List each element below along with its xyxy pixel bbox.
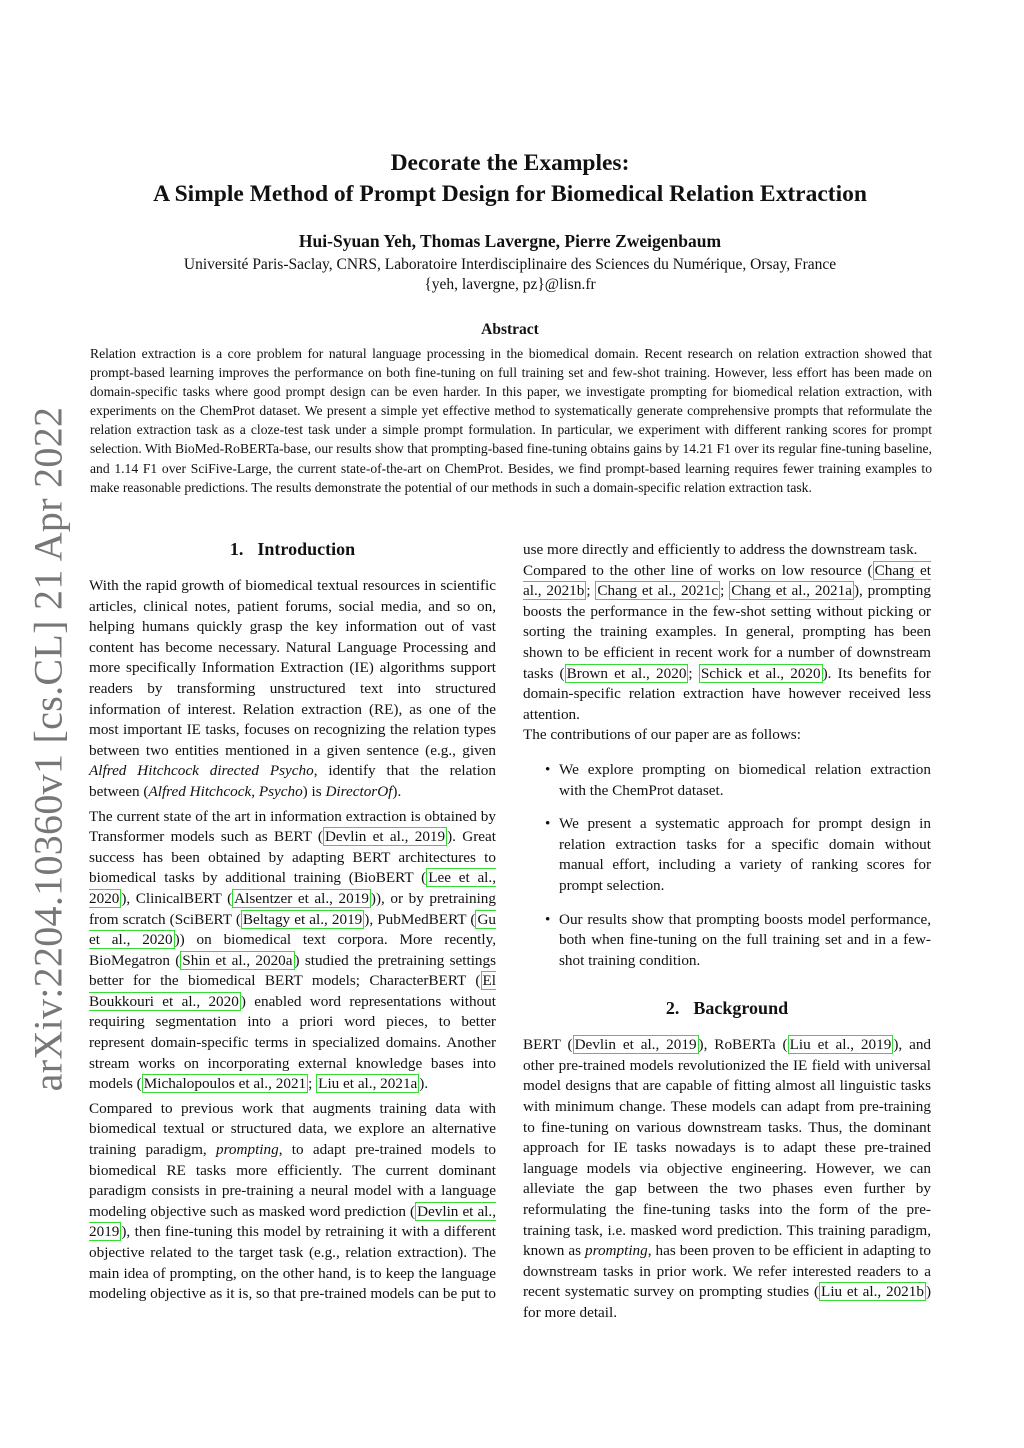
intro-paragraph-4: Compared to the other line of works on low resource ( Chang et al., 2021b ; Chang et al., 2021c ; Chang et al., 2021a ), prompting boosts the performance in the few-shot setting without picking or sorting the training examples. In general, prompting has been shown to be efficient in recent work for a number of downstream tasks ( Brown et al., 2020 ; Schick et al., 2020 ). Its benefits for domain-specific relation extraction have however received less attention. bbox=[523, 561, 931, 723]
section-number: 2. bbox=[665, 998, 680, 1019]
citation-link[interactable]: Shin et al., 2020a bbox=[182, 951, 293, 969]
section-heading-background bbox=[523, 997, 931, 1019]
example-entity-2: Psycho bbox=[258, 782, 303, 800]
background-paragraph-1: BERT ( Devlin et al., 2019 ), RoBERTa ( Liu et al., 2019 ), and other pre-trained models revolutionized the IE field with universal model designs that are capable of fitting almost all linguistic tasks with minimum change. These models can adapt from pre-training to fine-tuning on various downstream tasks. Thus, the dominant approach for IE tasks nowadays is to adapt these pre-trained language models via objective engineering. However, we can alleviate the gap between the two phases even further by reformulating the fine-tuning tasks into the form of the pre-training task, i.e. masked word prediction. This training paradigm, known as prompting, has been proven to be efficient in adapting to downstream tasks in prior work. We refer interested readers to a recent systematic survey on prompting studies ( Liu et al., 2021b ) for more detail. bbox=[523, 1036, 932, 1321]
example-relation: DirectorOf bbox=[325, 782, 393, 800]
citation-link[interactable]: Alsentzer et al., 2019 bbox=[234, 889, 369, 907]
contributions-intro: The contributions of our paper are as follows: bbox=[523, 726, 801, 744]
section-title: Background bbox=[693, 998, 789, 1019]
citation-link[interactable]: Devlin et al., 2019 bbox=[574, 1036, 697, 1054]
example-entity-1: Alfred Hitchcock bbox=[148, 782, 252, 800]
authors: Hui-Syuan Yeh, Thomas Lavergne, Pierre Zweigenbaum bbox=[298, 231, 722, 251]
citation-link[interactable]: Devlin et al., 2019 bbox=[89, 1202, 496, 1241]
intro-paragraph-2: The current state of the art in information extraction is obtained by Transformer models such as BERT ( Devlin et al., 2019 ). Great success has been obtained by adapting BERT architectures to biomedical tasks by additional training (BioBERT ( Lee et al., 2020 ), ClinicalBERT ( Alsentzer et al., 2019 )), or by pretraining from scratch (SciBERT ( Beltagy et al., 2019 ), PubMedBERT ( Gu et al., 2020 )) on biomedical text corpora. More recently, BioMegatron ( Shin et al., 2020a ) studied the pretraining settings better for the biomedical BERT models; CharacterBERT ( El Boukkouri et al., 2020 ) enabled word representations without requiring segmentation into a priori word pieces, to better represent domain-specific terms in specialized domains. Another stream works on incorporating external knowledge bases into models ( Michalopoulos et al., 2021 ; Liu et al., 2021a ). bbox=[89, 807, 497, 1093]
citation-link[interactable]: Liu et al., 2019 bbox=[789, 1036, 892, 1054]
intro-paragraph-3: Compared to previous work that augments training data with biomedical textual or structured data, we explore an alternative training paradigm, prompting, to adapt pre-trained models to biomedical RE tasks more efficiently. The current dominant paradigm consists in pre-training a neural model with a language modeling objective such as masked word prediction ( Devlin et al., 2019 ), then fine-tuning this model by retraining it with a different objective related to the target task (e.g., relation extraction). The main idea of prompting, on the other hand, is to keep the language modeling objective as it is, so that pre-trained models can be put to bbox=[89, 1099, 497, 1303]
citation-link[interactable]: Chang et al., 2021c bbox=[597, 582, 719, 600]
right-column bbox=[523, 540, 931, 1324]
contributions-list bbox=[523, 760, 931, 971]
title-line-1: Decorate the Examples: bbox=[390, 150, 630, 176]
list-item: • We present a systematic approach for prompt design in relation extraction tasks for a specific domain without manual effort, including a variety of ranking scores for prompt selection. bbox=[545, 815, 931, 894]
section-heading-introduction bbox=[89, 538, 496, 560]
citation-link[interactable]: Chang et al., 2021a bbox=[731, 582, 852, 600]
bullet-icon: • bbox=[545, 760, 551, 778]
arxiv-sidebar bbox=[18, 406, 78, 1092]
author-emails: {yeh, lavergne, pz}@lisn.fr bbox=[424, 276, 596, 293]
citation-link[interactable]: Brown et al., 2020 bbox=[566, 664, 687, 682]
citation-link[interactable]: Liu et al., 2021b bbox=[821, 1283, 924, 1301]
abstract-heading: Abstract bbox=[481, 321, 539, 338]
citation-link[interactable]: Liu et al., 2021a bbox=[318, 1075, 418, 1093]
citation-link[interactable]: Michalopoulos et al., 2021 bbox=[143, 1075, 307, 1093]
citation-link[interactable]: Chang et al., 2021b bbox=[523, 561, 931, 600]
left-column bbox=[89, 538, 496, 1305]
paper-title bbox=[90, 148, 930, 210]
citation-link[interactable]: Lee et al., 2020 bbox=[89, 869, 496, 907]
bullet-icon: • bbox=[545, 815, 551, 833]
citation-link[interactable]: Schick et al., 2020 bbox=[700, 664, 821, 682]
arxiv-identifier: arXiv:2204.10360v1 [cs.CL] 21 Apr 2022 bbox=[25, 406, 71, 1092]
title-line-2: A Simple Method of Prompt Design for Biomedical Relation Extraction bbox=[153, 181, 867, 207]
term-prompting: prompting bbox=[215, 1141, 279, 1159]
citation-link[interactable]: Devlin et al., 2019 bbox=[324, 828, 446, 846]
term-prompting: prompting bbox=[585, 1242, 648, 1260]
list-item: • Our results show that prompting boosts model performance, both when fine-tuning on the full training set and in a few-shot training condition. bbox=[545, 910, 931, 969]
section-title: Introduction bbox=[257, 539, 356, 559]
citation-link[interactable]: Gu et al., 2020 bbox=[89, 910, 496, 949]
bullet-icon: • bbox=[545, 910, 551, 928]
intro-paragraph-1: With the rapid growth of biomedical textual resources in scientific articles, clinical notes, patient forums, social media, and so on, helping humans quickly grasp the key information out of vast content has become necessary. Natural Language Processing and more specifically Information Extraction (IE) algorithms support readers by transforming unstructured text into structured information of interest. Relation extraction (RE), as one of the most important IE tasks, focuses on recognizing the relation types between two entities mentioned in a given sentence (e.g., given Alfred Hitchcock directed Psycho, identify that the relation between (Alfred Hitchcock, Psycho) is DirectorOf). bbox=[89, 577, 496, 800]
citation-link[interactable]: Beltagy et al., 2019 bbox=[242, 910, 363, 928]
citation-link[interactable]: El Boukkouri et al., 2020 bbox=[89, 972, 496, 1010]
example-sentence: Alfred Hitchcock directed Psycho bbox=[89, 762, 314, 780]
intro-paragraph-3-continued: use more directly and efficiently to address the downstream task. bbox=[523, 541, 918, 558]
list-item: • We explore prompting on biomedical relation extraction with the ChemProt dataset. bbox=[545, 760, 931, 799]
affiliation-block bbox=[90, 255, 930, 295]
affiliation: Université Paris-Saclay, CNRS, Laboratoire Interdisciplinaire des Sciences du Numérique, Orsay, France bbox=[183, 256, 837, 273]
abstract-text: Relation extraction is a core problem for natural language processing in the biomedical domain. Recent research on relation extraction showed that prompt-based learning improves the performance on both fine-tuning on full training set and few-shot training. However, less effort has been made on domain-specific tasks where good prompt design can be even harder. In this paper, we investigate prompting for biomedical relation extraction, with experiments on the ChemProt dataset. We present a simple yet effective method to systematically generate comprehensive prompts that reformulate the relation extraction task as a cloze-test task under a simple prompt formulation. In particular, we experiment with different ranking scores for prompt selection. With BioMed-RoBERTa-base, our results show that prompting-based fine-tuning obtains gains by 14.21 F1 over its regular fine-tuning baseline, and 1.14 F1 over SciFive-Large, the current state-of-the-art on ChemProt. Besides, we find prompt-based learning requires fewer training examples to make reasonable predictions. The results demonstrate the potential of our methods in such a domain-specific relation extraction task. bbox=[90, 346, 932, 495]
section-number: 1. bbox=[229, 539, 244, 559]
